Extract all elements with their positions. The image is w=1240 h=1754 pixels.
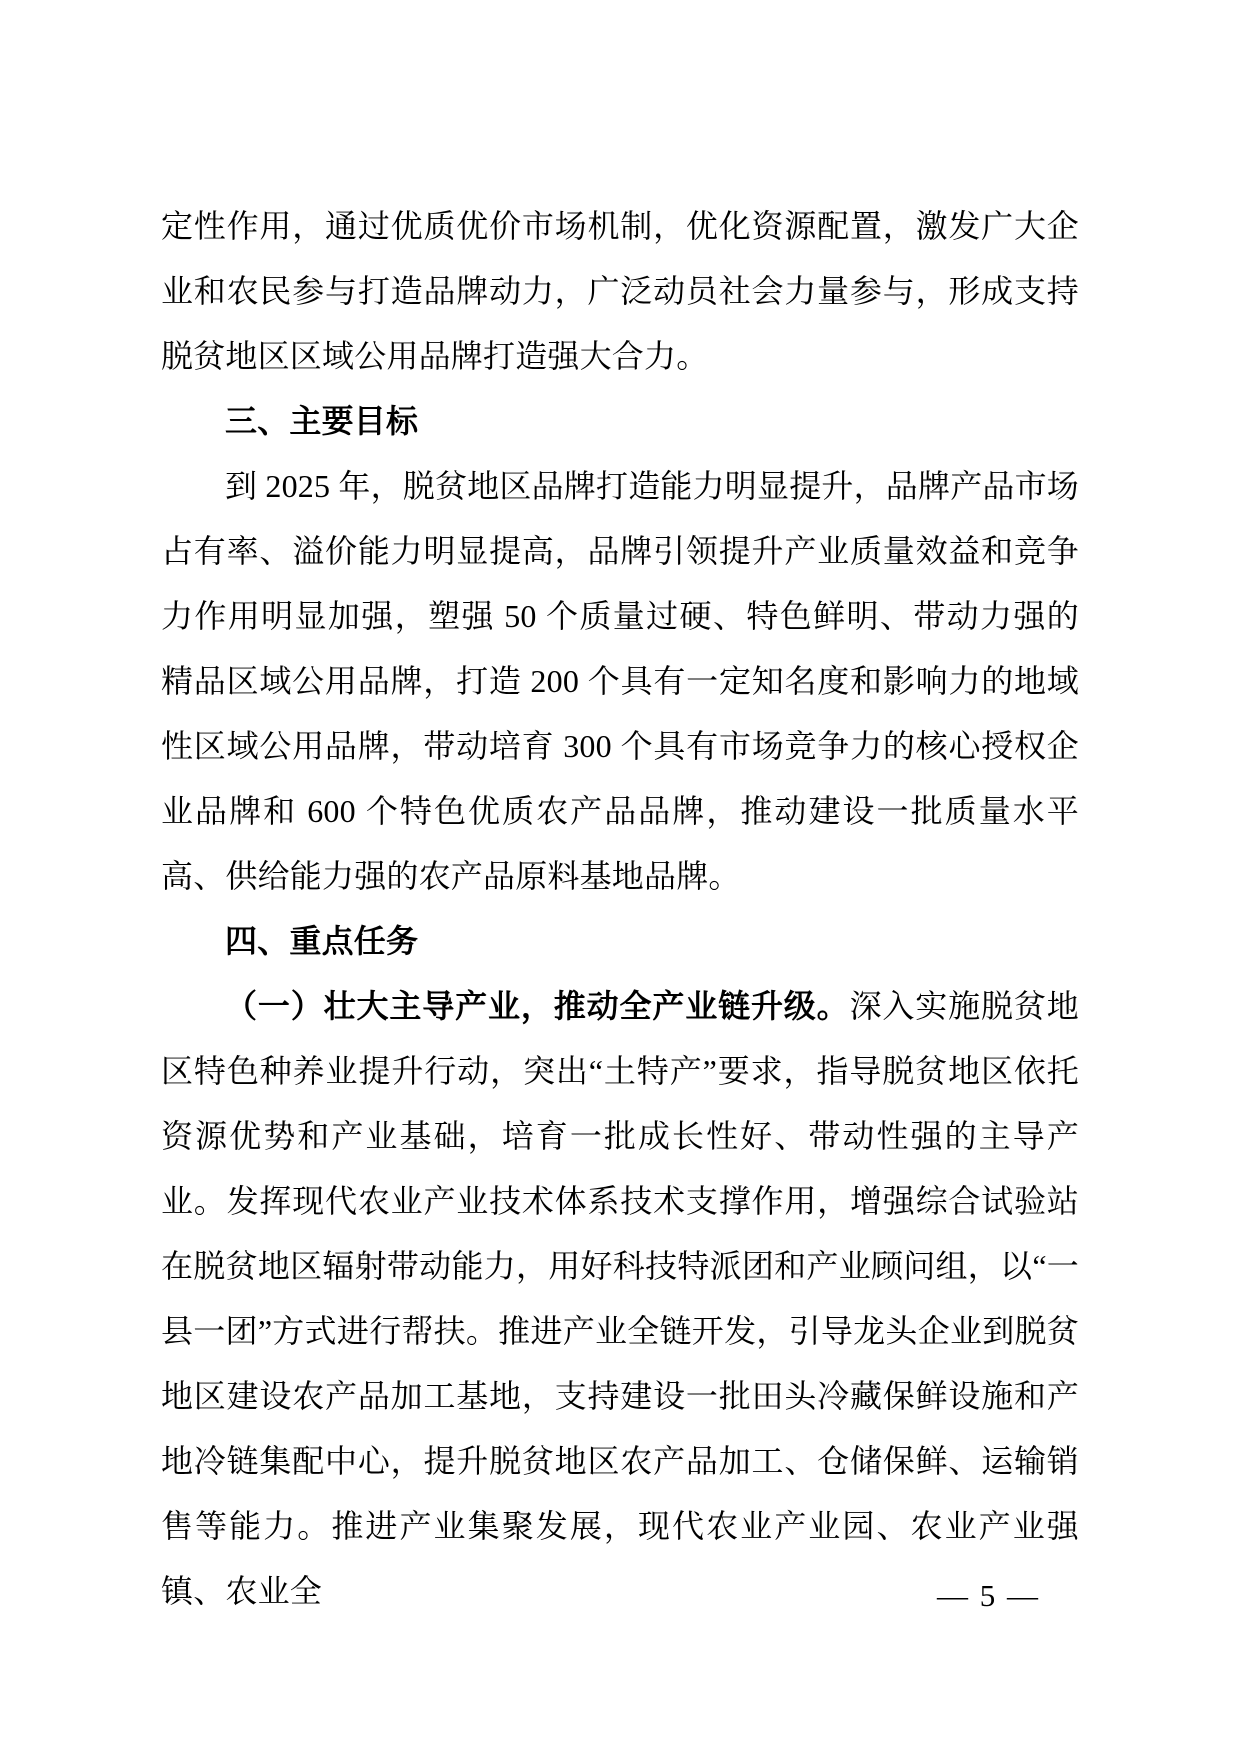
task-one-bold-lead: （一）壮大主导产业，推动全产业链升级。 — [225, 988, 850, 1024]
paragraph-continuation: 定性作用，通过优质优价市场机制，优化资源配置，激发广大企业和农民参与打造品牌动力，广泛动员社会力量参与，形成支持脱贫地区区域公用品牌打造强大合力。 — [161, 208, 1079, 374]
paragraph-main-goals: 到 2025 年，脱贫地区品牌打造能力明显提升，品牌产品市场占有率、溢价能力明显提高，品牌引领提升产业质量效益和竞争力作用明显加强，塑强 50 个质量过硬、特色鲜明、带动力强的精品区域公用品牌，打造 200 个具有一定知名度和影响力的地域性区域公用品牌，带动培育 300 个具有市场竞争力的核心授权企业品牌和 600 个特色优质农产品品牌，推动建设一批质量水平高、供给能力强的农产品原料基地品牌。 — [161, 468, 1080, 894]
paragraph-task-one — [161, 974, 1079, 1624]
section-heading-main-goals: 三、主要目标 — [225, 403, 419, 439]
page-number: — 5 — — [937, 1578, 1040, 1613]
section-heading-key-tasks: 四、重点任务 — [225, 923, 419, 959]
task-one-body-text: 深入实施脱贫地区特色种养业提升行动，突出“土特产”要求，指导脱贫地区依托资源优势和产业基础，培育一批成长性好、带动性强的主导产业。发挥现代农业产业技术体系技术支撑作用，增强综合试验站在脱贫地区辐射带动能力，用好科技特派团和产业顾问组，以“一县一团”方式进行帮扶。推进产业全链开发，引导龙头企业到脱贫地区建设农产品加工基地，支持建设一批田头冷藏保鲜设施和产地冷链集配中心，提升脱贫地区农产品加工、仓储保鲜、运输销售等能力。推进产业集聚发展，现代农业产业园、农业产业强镇、农业全 — [161, 988, 1079, 1609]
document-body — [161, 194, 1079, 1624]
page-footer — [0, 1572, 1240, 1620]
